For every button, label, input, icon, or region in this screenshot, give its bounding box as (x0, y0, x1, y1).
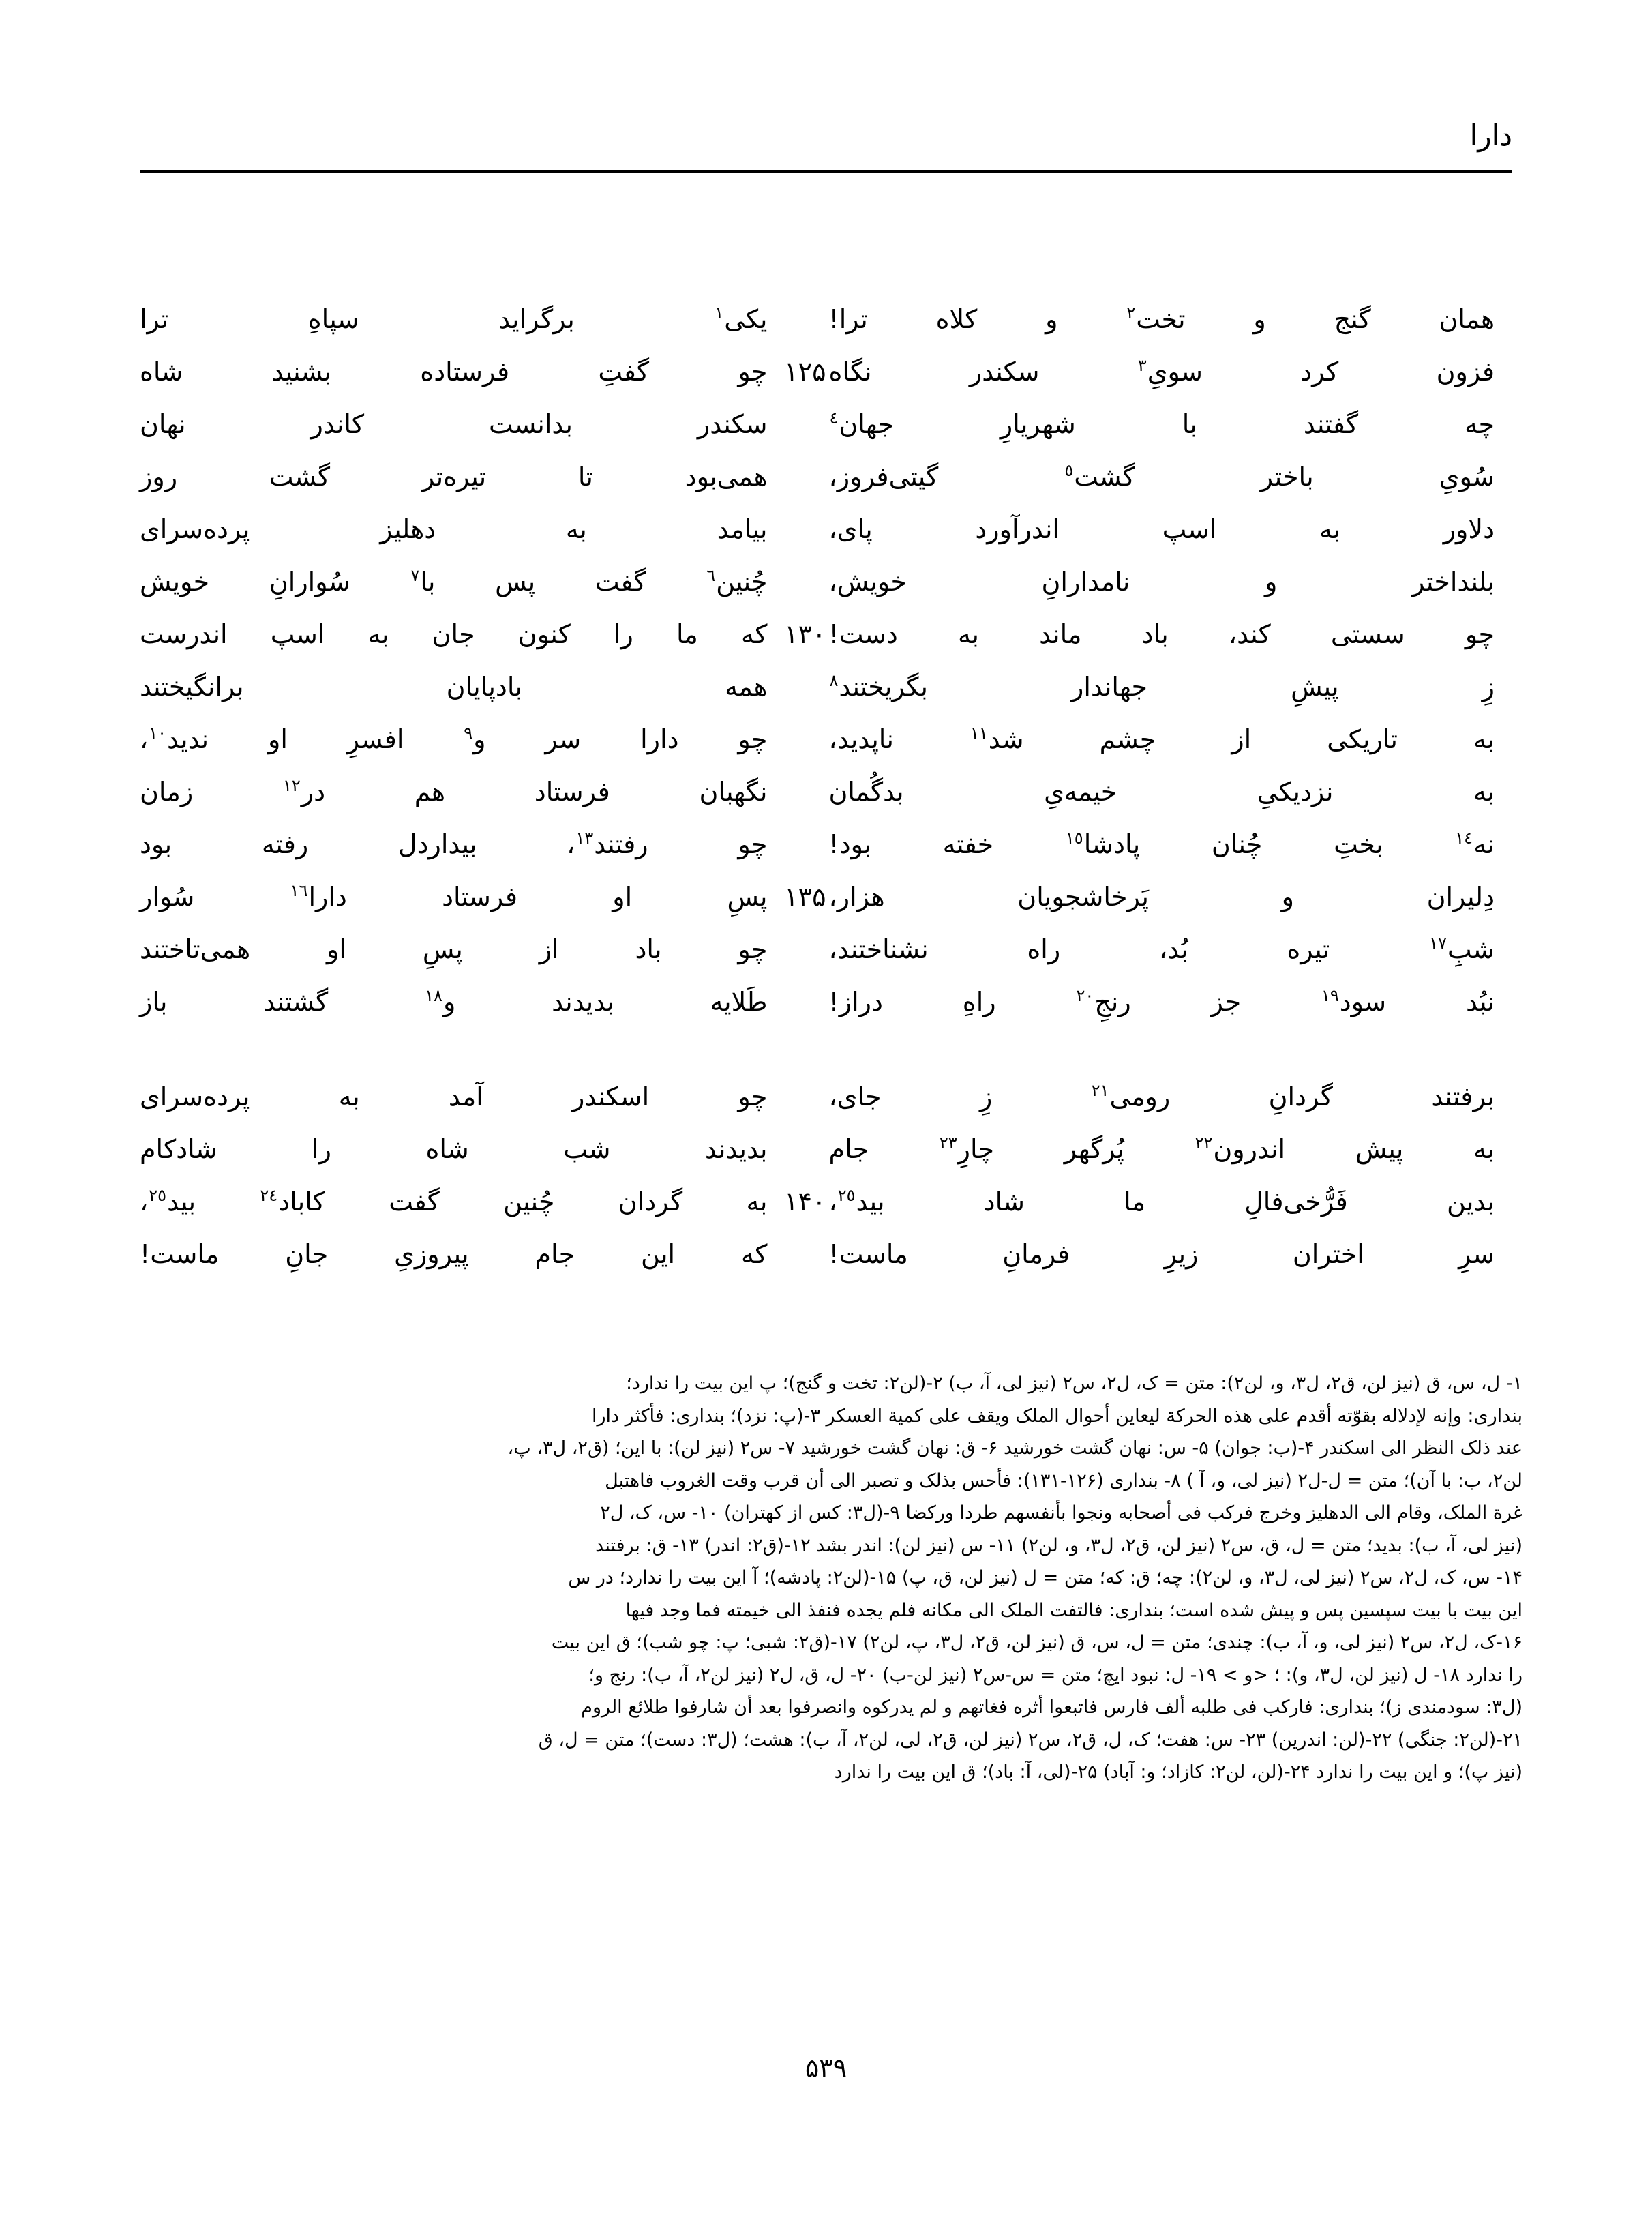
hemistich-text: دلاور به اسپ اندرآورد پای، (828, 514, 1495, 544)
hemistich-text: سُویِ باختر گشت$^٥$ گیتی‌فروز، (828, 461, 1495, 492)
hemistich-second (826, 661, 1513, 713)
hemistich-second (826, 398, 1513, 451)
hemistich-second (826, 293, 1513, 346)
footnote-apparatus (130, 1367, 1522, 1789)
hemistich-text: همه بادپایان برانگیختند (140, 672, 768, 702)
couplet-row (140, 766, 1512, 818)
hemistich-text: نبُد سود$^{١٩}$ جز رنجِ$^{٢٠}$ راهِ دراز! (828, 986, 1495, 1017)
hemistich-second (826, 346, 1513, 398)
hemistich-text: نگهبان فرستاد هم در$^{١٢}$ زمان (140, 776, 768, 807)
footnote-marker: ٥ (1064, 461, 1074, 481)
hemistich-first (140, 346, 826, 398)
hemistich-first (140, 766, 826, 818)
footnote-line: این بیت با بیت سپسین پس و پیش شده است؛ بنداری: فالتفت الملک الی مکانه فلم یجده فنفذ الی خیمته فما وجد فیها (625, 1599, 1522, 1621)
hemistich-first (140, 923, 826, 976)
footnote-marker: ٢٤ (260, 1186, 278, 1206)
footnote-marker: ٢٣ (939, 1133, 957, 1153)
hemistich-text: پسِ او فرستاد دارا$^{١٦}$ سُوار (140, 881, 768, 912)
verse-number: ۱۳۰ (784, 619, 826, 649)
couplet-group-primary (140, 293, 1512, 1028)
hemistich-text: چو سستی کند، باد ماند به دست! (828, 619, 1495, 649)
hemistich-second (826, 503, 1513, 556)
couplet-row (140, 818, 1512, 871)
footnote-marker: ٢٢ (1195, 1133, 1213, 1153)
hemistich-text: شبِ$^{١٧}$ تیره بُد، راه نشناختند، (828, 934, 1495, 964)
hemistich-second (826, 1123, 1513, 1176)
footnote-marker: ٢٠ (1076, 986, 1094, 1006)
couplet-row (140, 503, 1512, 556)
hemistich-second (826, 713, 1513, 766)
hemistich-first (140, 608, 826, 661)
hemistich-text: همان گنج و تخت$^٢$ و کلاه ترا! (828, 303, 1495, 334)
hemistich-first (140, 871, 826, 923)
footnote-line: عند ذلک النظر الی اسکندر ۴-(ب: جوان) ۵- س: نهان گشت خورشید ۶- ق: نهان گشت خورشید ٧- س٢ (نیز لن): با این؛ (ق٢، ل٣، پ، (507, 1438, 1522, 1459)
footnote-marker: ٢ (1126, 303, 1136, 323)
hemistich-first (140, 1176, 826, 1228)
couplet-row (140, 713, 1512, 766)
verse-number: ۱۲۵ (784, 357, 826, 387)
footnote-marker: ٩ (464, 724, 473, 743)
footnote-line: لن٢، ب: با آن)؛ متن = ل-ل٢ (نیز لی، و، آ ) ٨- بنداری (١٢۶-١٣١): فأحس بذلک و تصبر الی أن قرب وقت الغروب فاهتبل (605, 1470, 1522, 1491)
footnote-marker: ١٠ (149, 724, 167, 743)
footnote-line: ١- ل، س، ق (نیز لن، ق٢، ل٣، و، لن٢): متن = ک، ل٢، س٢ (نیز لی، آ، ب) ٢-(لن٢: تخت و گنج)؛ پ این بیت را ندارد؛ (626, 1373, 1522, 1394)
page-header (140, 121, 1512, 176)
hemistich-text: نه$^{١٤}$ بختِ چُنان پادشا$^{١٥}$ خفته بود! (828, 829, 1495, 859)
footnote-line: بنداری: وإنه لإدلاله بقوّته أقدم علی هذه الحرکة لیعاین أحوال الملک ویقف علی کمیة العسکر ٣-(پ: نزد)؛ بنداری: فأکثر دارا (591, 1405, 1522, 1427)
hemistich-text: چو رفتند$^{١٣}$، بیداردل رفته بود (140, 829, 768, 859)
footnote-line: (نیز پ)؛ و این بیت را ندارد ٢۴-(لن، لن٢: کازاد؛ و: آباد) ٢۵-(لی، آ: باد)؛ ق این بیت را ندارد (834, 1761, 1522, 1783)
footnote-marker: ١٦ (290, 881, 308, 901)
couplet-group-secondary (140, 1071, 1512, 1281)
hemistich-second (826, 451, 1513, 503)
footnote-marker: ١٩ (1321, 986, 1339, 1006)
couplet-row (140, 1071, 1512, 1123)
couplet-row (140, 1176, 1512, 1228)
footnote-marker: ١ (715, 303, 724, 323)
hemistich-text: که ما را کنون جان به اسپ اندرست (140, 619, 768, 649)
footnote-marker: ١٨ (425, 986, 442, 1006)
footnote-line: ١۴- س، ک، ل٢، س٢ (نیز لی، ل٣، و، لن٢): چه؛ ق: که؛ متن = ل (نیز لن، ق، پ) ١۵-(لن٢: پادشه)؛ آ این بیت را ندارد؛ در س (568, 1567, 1522, 1588)
hemistich-first (140, 661, 826, 713)
hemistich-text: همی‌بود تا تیره‌تر گشت روز (140, 462, 768, 492)
hemistich-text: به تاریکی از چشم شد$^{١١}$ ناپدید، (828, 724, 1495, 754)
hemistich-first (140, 713, 826, 766)
couplet-row (140, 661, 1512, 713)
hemistich-text: به نزدیکیِ خیمه‌یِ بدگُمان (828, 777, 1495, 807)
hemistich-text: بیامد به دهلیز پرده‌سرای (140, 514, 768, 544)
couplet-row (140, 1228, 1512, 1281)
footnote-marker: ٨ (829, 671, 839, 691)
couplet-row (140, 293, 1512, 346)
hemistich-first (140, 556, 826, 608)
hemistich-text: چو اسکندر آمد به پرده‌سرای (140, 1082, 768, 1112)
couplet-row (140, 923, 1512, 976)
couplet-row (140, 398, 1512, 451)
stanza-separator (140, 1028, 1512, 1071)
page-number: ۵۳۹ (805, 2053, 847, 2083)
hemistich-first (140, 1123, 826, 1176)
hemistich-first (140, 293, 826, 346)
hemistich-text: به گردان چُنین گفت کاباد$^{٢٤}$ بید$^{٢٥}$، (140, 1186, 768, 1217)
footnote-marker: ١٢ (282, 776, 301, 796)
couplet-row (140, 608, 1512, 661)
running-title: دارا (1469, 119, 1512, 152)
verse-number: ۱۳۵ (784, 882, 826, 912)
hemistich-text: چو دارا سر و$^٩$ افسرِ او ندید$^{١٠}$، (140, 724, 768, 754)
header-rule (140, 170, 1512, 173)
footnote-line: ٢١-(لن٢: جنگی) ٢٢-(لن: اندرین) ٢٣- س: هفت؛ ک، ل، ق٢، س٢ (نیز لن، ق٢، لی، لن٢، آ، ب): هشت؛ (ل٣: دست)؛ متن = ل، ق (538, 1729, 1522, 1751)
hemistich-second (826, 976, 1513, 1028)
hemistich-text: به پیش اندرون$^{٢٢}$ پُرگهر چارِ$^{٢٣}$ جام (828, 1133, 1495, 1164)
hemistich-text: دِلیران و پَرخاشجویان هزار، (828, 882, 1495, 912)
footnote-marker: ٢١ (1091, 1081, 1109, 1101)
hemistich-text: بدین فَرُّخی‌فالِ ما شاد بید$^{٢٥}$، (828, 1186, 1495, 1217)
hemistich-text: چُنین$^٦$ گفت پس با$^٧$ سُوارانِ خویش (140, 566, 768, 597)
hemistich-first (140, 398, 826, 451)
hemistich-text: سکندر بدانست کاندر نهان (140, 409, 768, 439)
couplet-row (140, 451, 1512, 503)
hemistich-first (140, 818, 826, 871)
footnote-marker: ١١ (970, 724, 988, 743)
hemistich-text: برفتند گردانِ رومی$^{٢١}$ زِ جای، (828, 1081, 1495, 1112)
footnote-marker: ٢٥ (149, 1186, 167, 1206)
hemistich-text: سرِ اختران زیرِ فرمانِ ماست! (828, 1239, 1495, 1269)
footnote-line: ١۶-ک، ل٢، س٢ (نیز لی، و، آ، ب): چندی؛ متن = ل، س، ق (نیز لن، ق٢، ل٣، پ، لن٢) ١٧-(ق٢: شبی؛ پ: چو شب)؛ ق این بیت (551, 1632, 1522, 1653)
couplet-row (140, 1123, 1512, 1176)
hemistich-text: زِ پیشِ جهاندار بگریختند$^٨$ (829, 671, 1495, 702)
footnote-marker: ١٧ (1429, 934, 1447, 953)
footnote-line: (ل٣: سودمندی ز)؛ بنداری: فارکب فی طلبه ألف فارس فاتبعوا أثره فغاتهم و لم یدرکوه وانصرفوا بعد أن شارفوا طلائع الروم (581, 1697, 1522, 1718)
hemistich-text: چه گفتند با شهریارِ جهان$^٤$ (829, 408, 1495, 439)
hemistich-second (826, 818, 1513, 871)
footnote-marker: ٧ (410, 566, 420, 586)
hemistich-second (826, 1176, 1513, 1228)
hemistich-first (140, 976, 826, 1028)
footnote-marker: ١٣ (575, 829, 594, 848)
hemistich-first (140, 451, 826, 503)
footnote-marker: ١٥ (1065, 829, 1083, 848)
hemistich-text: یکی$^١$ برگراید سپاهِ ترا (140, 303, 768, 334)
footnote-marker: ٦ (706, 566, 716, 586)
hemistich-second (826, 766, 1513, 818)
footnote-line: غرة الملک، وقام الی الدهلیز وخرج فرکب فی أصحابه ونجوا بأنفسهم طردا ورکضا ٩-(ل٣: کس از کهتران) ١٠- س، ک، ل٢ (600, 1502, 1522, 1523)
hemistich-first (140, 503, 826, 556)
footnote-marker: ٤ (829, 408, 839, 428)
hemistich-text: بلنداختر و نامدارانِ خویش، (828, 567, 1495, 597)
hemistich-second (826, 608, 1513, 661)
hemistich-text: طَلایه بدیدند و$^{١٨}$ گشتند باز (140, 986, 768, 1017)
couplet-row (140, 346, 1512, 398)
hemistich-second (826, 1228, 1513, 1281)
couplet-row (140, 976, 1512, 1028)
hemistich-second (826, 1071, 1513, 1123)
hemistich-text: چو گفتِ فرستاده بشنید شاه (140, 357, 768, 387)
hemistich-text: فزون کرد سویِ$^٣$ سکندر نگاه (828, 356, 1495, 387)
hemistich-second (826, 556, 1513, 608)
footnote-marker: ١٤ (1455, 829, 1473, 848)
hemistich-first (140, 1228, 826, 1281)
hemistich-second (826, 923, 1513, 976)
hemistich-first (140, 1071, 826, 1123)
verse-body (140, 293, 1512, 1316)
hemistich-text: چو باد از پسِ او همی‌تاختند (140, 934, 768, 964)
hemistich-text: بدیدند شب شاه را شادکام (140, 1134, 768, 1164)
footnote-line: را ندارد ١٨- ل (نیز لن، ل٣، و): ؛ <و > ١٩- ل: نبود ایچ؛ متن = س-س٢ (نیز لن-ب) ٢٠- ل، ق، ل٢ (نیز لن٢، آ، ب): رنج و؛ (588, 1664, 1522, 1686)
couplet-row (140, 871, 1512, 923)
verse-number: ۱۴۰ (784, 1187, 826, 1217)
hemistich-second (826, 871, 1513, 923)
footnote-marker: ٣ (1137, 356, 1147, 376)
hemistich-text: که این جام پیروزیِ جانِ ماست! (140, 1239, 768, 1269)
footnote-marker: ٢٥ (837, 1186, 856, 1206)
couplet-row (140, 556, 1512, 608)
footnote-line: (نیز لی، آ، ب): بدید؛ متن = ل، ق، س٢ (نیز لن، ق٢، ل٣، و، لن٢) ١١- س (نیز لن): اندر بشد ١٢-(ق٢: اندر) ١٣- ق: برفتند (595, 1534, 1522, 1556)
